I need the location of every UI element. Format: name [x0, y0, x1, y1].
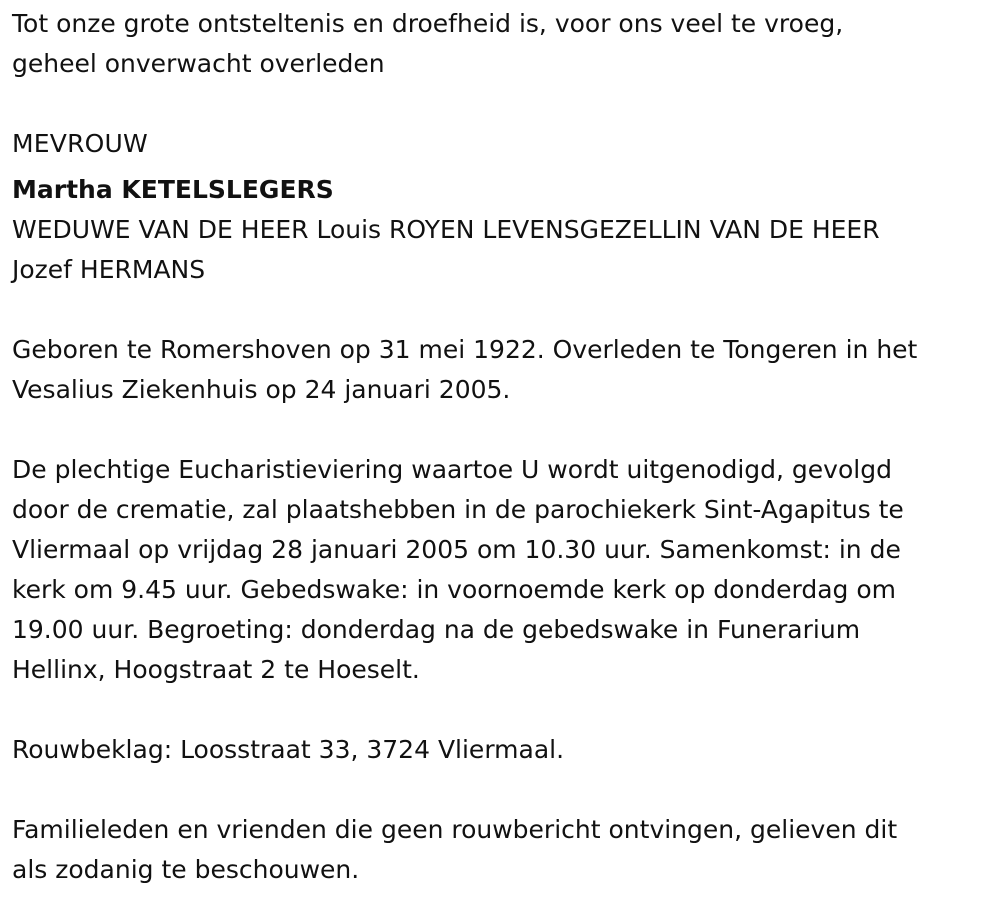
intro-line: geheel onverwacht overleden: [12, 49, 385, 78]
intro-block: [12, 4, 988, 84]
closing-line: als zodanig te beschouwen.: [12, 855, 360, 884]
condolence-block: [12, 730, 988, 770]
ceremony-line: 19.00 uur. Begroeting: donderdag na de gebedswake in Funerarium: [12, 615, 861, 644]
ceremony-line: Hellinx, Hoogstraat 2 te Hoeselt.: [12, 655, 420, 684]
relation-line: Jozef HERMANS: [12, 255, 206, 284]
deceased-block: [12, 124, 988, 290]
relation-line: WEDUWE VAN DE HEER Louis ROYEN LEVENSGEZELLIN VAN DE HEER: [12, 215, 880, 244]
closing-block: [12, 810, 988, 890]
ceremony-line: door de crematie, zal plaatshebben in de parochiekerk Sint-Agapitus te: [12, 495, 904, 524]
ceremony-line: kerk om 9.45 uur. Gebedswake: in voornoemde kerk op donderdag om: [12, 575, 897, 604]
birth-death-line: Vesalius Ziekenhuis op 24 januari 2005.: [12, 375, 511, 404]
birth-death-block: [12, 330, 988, 410]
ceremony-line: De plechtige Eucharistieviering waartoe U wordt uitgenodigd, gevolgd: [12, 455, 892, 484]
closing-line: Familieleden en vrienden die geen rouwbericht ontvingen, gelieven dit: [12, 815, 898, 844]
ceremony-block: [12, 450, 988, 690]
intro-line: Tot onze grote ontsteltenis en droefheid is, voor ons veel te vroeg,: [12, 9, 844, 38]
birth-death-line: Geboren te Romershoven op 31 mei 1922. Overleden te Tongeren in het: [12, 335, 918, 364]
honorific-title: MEVROUW: [12, 129, 148, 158]
deceased-name: Martha KETELSLEGERS: [12, 175, 334, 204]
condolence-address: Rouwbeklag: Loosstraat 33, 3724 Vliermaal.: [12, 735, 565, 764]
ceremony-line: Vliermaal op vrijdag 28 januari 2005 om 10.30 uur. Samenkomst: in de: [12, 535, 901, 564]
